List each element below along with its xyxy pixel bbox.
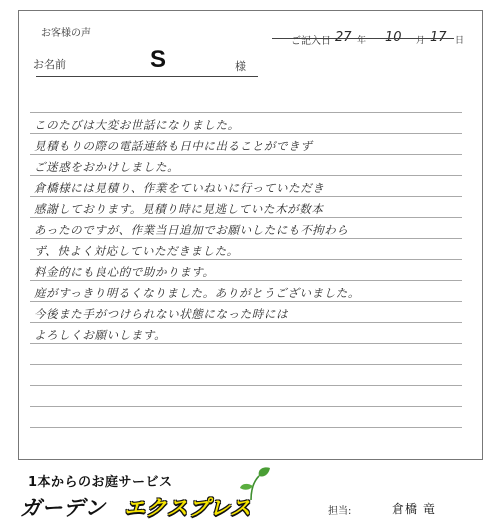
date-day: 17	[430, 30, 447, 45]
comment-line: このたびは大変お世話になりました。	[34, 118, 240, 132]
ruled-line	[30, 196, 462, 197]
comment-line: よろしくお願いします。	[34, 328, 167, 342]
ruled-line	[30, 133, 462, 134]
ruled-line	[30, 406, 462, 407]
brand-logo-part2: エクスプレス	[124, 496, 252, 520]
comment-line: ご迷惑をおかけしました。	[34, 160, 180, 174]
comment-line: 見積もりの際の電話連絡も日中に出ることができず	[34, 139, 313, 153]
name-underline	[36, 76, 258, 77]
ruled-line	[30, 427, 462, 428]
ruled-line	[30, 154, 462, 155]
date-month: 10	[385, 30, 402, 45]
comment-line: 料金的にも良心的で助かります。	[34, 265, 215, 279]
ruled-line	[30, 280, 462, 281]
ruled-line	[30, 217, 462, 218]
ruled-line	[30, 175, 462, 176]
ruled-line	[30, 322, 462, 323]
comment-line: あったのですが、作業当日追加でお願いしたにも不拘わら	[34, 223, 349, 237]
ruled-line	[30, 343, 462, 344]
ruled-line	[30, 364, 462, 365]
ruled-line	[30, 238, 462, 239]
date-month-unit: 月	[416, 36, 426, 46]
card-title: お客様の声	[41, 28, 91, 39]
comment-line: 庭がすっきり明るくなりました。ありがとうございました。	[34, 286, 361, 300]
staff-label: 担当:	[328, 506, 352, 517]
date-underline	[272, 38, 454, 39]
date-year: 27	[335, 30, 352, 45]
staff-name: 倉橋 竜	[392, 502, 436, 516]
date-label: ご記入日	[291, 36, 331, 47]
entry-date	[291, 30, 491, 50]
ruled-line	[30, 385, 462, 386]
brand-logo-part1: ガーデン	[20, 496, 106, 520]
comment-line: 感謝しております。見積り時に見逃していた木が数本	[34, 202, 324, 216]
name-label: お名前	[33, 58, 66, 71]
comment-line: ず、快よく対応していただきました。	[34, 244, 239, 258]
name-suffix: 様	[235, 60, 246, 73]
comment-line: 倉橋様には見積り、作業をていねいに行っていただき	[34, 181, 325, 195]
date-day-unit: 日	[455, 36, 465, 46]
ruled-line	[30, 112, 462, 113]
footer	[0, 458, 500, 525]
tagline: 1本からのお庭サービス	[28, 475, 173, 490]
customer-name: S	[150, 46, 167, 73]
date-year-unit: 年	[357, 36, 367, 46]
comment-line: 今後また手がつけられない状態になった時には	[34, 307, 289, 321]
ruled-line	[30, 301, 462, 302]
ruled-line	[30, 259, 462, 260]
